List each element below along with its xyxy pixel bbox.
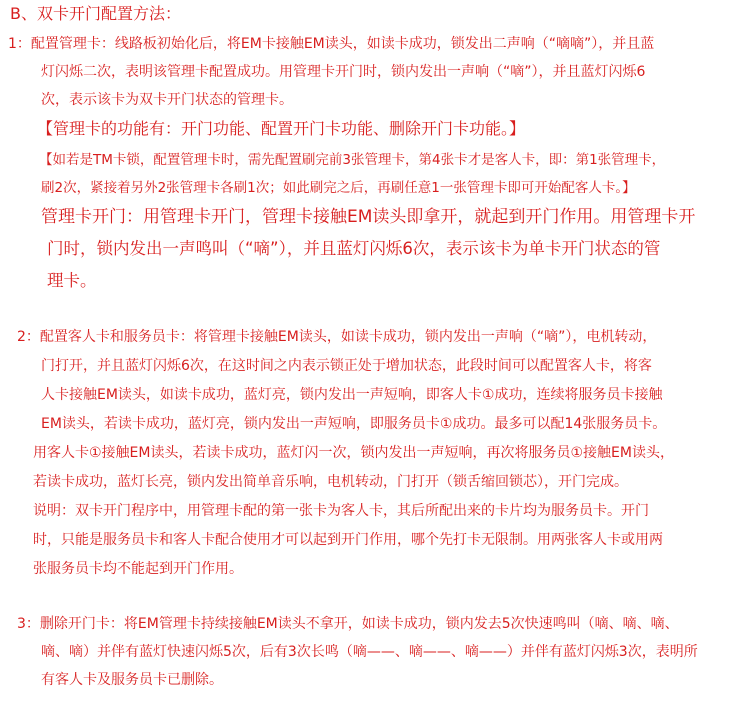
- item2-line3: 人卡接触EM读头，如读卡成功，蓝灯亮，锁内发出一声短响，即客人卡①成功，连续将服务员卡接触: [41, 387, 663, 403]
- note-line3: 张服务员卡均不能起到开门作用。: [33, 561, 243, 577]
- section-title: B、双卡开门配置方法：: [10, 4, 181, 23]
- item2-line4: EM读头，若读卡成功，蓝灯亮，锁内发出一声短响，即服务员卡①成功。最多可以配14张服务员卡。: [41, 416, 667, 432]
- admin-card-functions: 【管理卡的功能有：开门功能、配置开门卡功能、删除开门卡功能。】: [37, 119, 526, 138]
- item2-line2: 门打开，并且蓝灯闪烁6次，在这时间之内表示锁正处于增加状态，此段时间可以配置客人卡，将客: [41, 358, 652, 374]
- note-line1: 说明：双卡开门程序中，用管理卡配的第一张卡为客人卡，其后所配出来的卡片均为服务员卡。开门: [33, 503, 649, 519]
- item1-line2: 灯闪烁二次，表明该管理卡配置成功。用管理卡开门时，锁内发出一声响（“嘀”），并且蓝灯闪烁6: [41, 64, 646, 80]
- item3-line3: 有客人卡及服务员卡已删除。: [41, 672, 223, 688]
- item2-line1: 2：配置客人卡和服务员卡：将管理卡接触EM读头，如读卡成功，锁内发出一声响（“嘀”），电机转动，: [17, 329, 657, 345]
- item3-line1: 3：删除开门卡：将EM管理卡持续接触EM读头不拿开，如读卡成功，锁内发去5次快速鸣叫（嘀、嘀、嘀、: [17, 616, 679, 632]
- tm-note-line2: 刷2次，紧接着另外2张管理卡各刷1次；如此刷完之后，再刷任意1一张管理卡即可开始配客人卡。】: [41, 180, 636, 196]
- item1-line3: 次，表示该卡为双卡开门状态的管理卡。: [41, 92, 293, 108]
- item1-line1: 1：配置管理卡：线路板初始化后，将EM卡接触EM读头，如读卡成功，锁发出二声响（“嘀嘀”），并且蓝: [8, 36, 655, 52]
- admin-open-line1: 管理卡开门：用管理卡开门，管理卡接触EM读头即拿开，就起到开门作用。用管理卡开: [41, 207, 696, 227]
- item3-line2: 嘀、嘀）并伴有蓝灯快速闪烁5次，后有3次长鸣（嘀——、嘀——、嘀——）并伴有蓝灯闪烁3次，表明所: [41, 644, 698, 660]
- item2-line5: 用客人卡①接触EM读头，若读卡成功，蓝灯闪一次，锁内发出一声短响，再次将服务员①接触EM读头，: [33, 445, 674, 461]
- item2-line6: 若读卡成功，蓝灯长亮，锁内发出简单音乐响，电机转动，门打开（锁舌缩回锁芯），开门完成。: [33, 474, 628, 490]
- admin-open-line3: 理卡。: [47, 271, 97, 290]
- admin-open-line2: 门时，锁内发出一声鸣叫（“嘀”），并且蓝灯闪烁6次，表示该卡为单卡开门状态的管: [47, 239, 661, 258]
- note-line2: 时，只能是服务员卡和客人卡配合使用才可以起到开门作用，哪个先打卡无限制。用两张客人卡或用两: [33, 532, 663, 548]
- tm-note-line1: 【如若是TM卡锁，配置管理卡时，需先配置刷完前3张管理卡，第4张卡才是客人卡，即：第1张管理卡，: [39, 152, 666, 168]
